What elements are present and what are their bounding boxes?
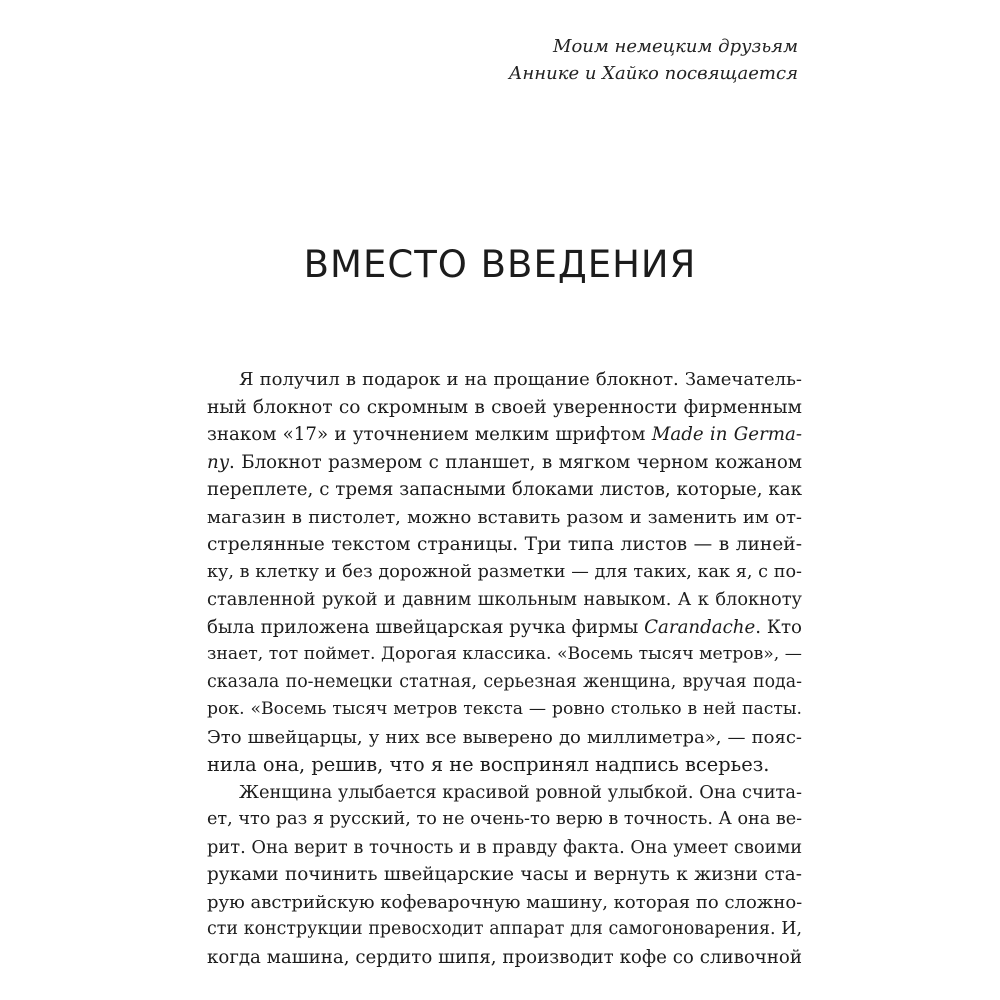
text-line: знает, тот поймет. Дорогая классика. «Восемь тысяч метров», — (207, 644, 802, 664)
text-line: Это швейцарцы, у них все выверено до миллиметра», — пояс- (207, 726, 802, 748)
text-line: рок. «Восемь тысяч метров текста — ровно столько в ней пасты. (207, 699, 802, 719)
text-line: ставленной рукой и давним школьным навыком. А к блокноту (207, 589, 802, 610)
text-line: сказала по-немецки статная, серьезная женщина, вручая пода- (207, 671, 802, 692)
text-line: рит. Она верит в точность и в правду факта. Она умеет своими (207, 836, 803, 858)
text-line: руками починить швейцарские часы и вернуть к жизни ста- (207, 864, 802, 885)
text-line: переплете, с тремя запасными блоками листов, которые, как (207, 479, 802, 500)
dedication (509, 33, 798, 87)
chapter-title: ВМЕСТО ВВЕДЕНИЯ (303, 243, 697, 286)
dedication-line: Моим немецким друзьям (553, 36, 798, 57)
italic-text: Made in Germa- (651, 424, 802, 445)
text-line: рую австрийскую кофеварочную машину, которая по сложно- (207, 891, 803, 913)
text-line: Я получил в подарок и на прощание блокнот. Замечатель- (239, 369, 802, 390)
text-line: ет, что раз я русский, то не очень-то верю в точность. А она ве- (207, 809, 803, 829)
text-line: магазин в пистолет, можно вставить разом и заменить им от- (207, 506, 802, 528)
dedication-line: Аннике и Хайко посвящается (508, 63, 798, 84)
text-line: Женщина улыбается красивой ровной улыбкой. Она счита- (239, 781, 802, 803)
text-line: сти конструкции превосходит аппарат для самогоноварения. И, (207, 919, 802, 939)
text-line: когда машина, сердито шипя, производит кофе со сливочной (207, 946, 802, 968)
text-line: знаком «17» и уточнением мелким шрифтом Made in Germa- (207, 424, 802, 445)
text-line: была приложена швейцарская ручка фирмы Carandache. Кто (207, 616, 802, 638)
body-text (207, 366, 802, 971)
text-line: нила она, решив, что я не воспринял надпись всерьез. (207, 753, 770, 776)
italic-text: Carandache (644, 616, 756, 638)
text-line: ный блокнот со скромным в своей уверенности фирменным (207, 396, 802, 418)
text-line: стрелянные текстом страницы. Три типа листов — в линей- (207, 534, 802, 555)
text-line: ny. Блокнот размером с планшет, в мягком черном кожаном (207, 451, 802, 473)
italic-text: ny (207, 451, 229, 473)
text-line: ку, в клетку и без дорожной разметки — для таких, как я, с по- (207, 561, 802, 582)
